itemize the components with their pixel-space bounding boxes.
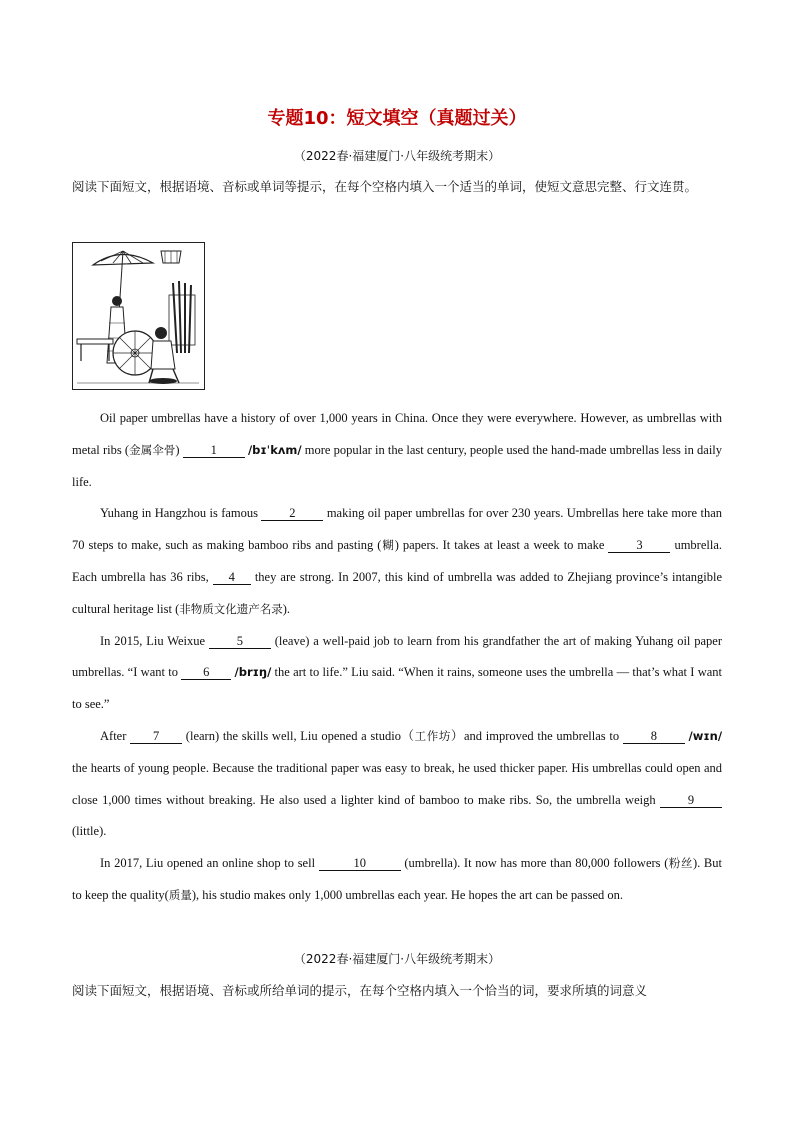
blank-6[interactable]: 6 xyxy=(181,665,231,680)
paragraph-1 xyxy=(72,403,722,498)
text-segment: the art to life.” Liu said. “When it rains, someone uses the umbrella — that’s what I want to see.” xyxy=(72,665,723,712)
text-segment: Yuhang in Hangzhou is famous xyxy=(100,506,262,521)
text-segment: the hearts of young people. Because the traditional paper was easy to break, he used thicker paper. His umbrellas could open and close 1,000 times without breaking. He also used a lighter kind of bamboo to make ribs. So, the umbrella weigh xyxy=(72,760,722,807)
blank-10[interactable]: 10 xyxy=(319,856,401,871)
blank-5[interactable]: 5 xyxy=(209,634,271,649)
text-segment: In 2015, Liu Weixue xyxy=(100,633,209,648)
chinese-gloss: 质量 xyxy=(168,887,192,902)
blank-8[interactable]: 8 xyxy=(623,729,685,744)
blank-4[interactable]: 4 xyxy=(213,570,251,585)
source-note: （2022春·福建厦门·八年级统考期末） xyxy=(293,149,501,163)
page-title: 专题10：短文填空（真题过关） xyxy=(267,108,527,129)
text-segment: ）and improved the umbrellas to xyxy=(450,728,623,743)
text-segment: making oil paper umbrellas for over 230 years. Umbrellas here take more than 70 steps to make, such as making bamboo ribs and pasting ( xyxy=(72,506,722,553)
blank-9[interactable]: 9 xyxy=(660,793,722,808)
text-segment: ). xyxy=(282,601,291,616)
chinese-gloss: 金属伞骨 xyxy=(129,442,176,457)
text-segment: ) xyxy=(175,442,183,457)
chinese-gloss: 工作坊 xyxy=(414,728,451,743)
text-segment: Oil paper umbrellas have a history of over 1,000 years in China. Once they were everywhere. However, as umbrellas with metal ribs ( xyxy=(72,411,722,457)
passage xyxy=(72,403,722,912)
text-segment: In 2017, Liu opened an online shop to sell xyxy=(100,856,319,871)
text-segment: umbrella. Each umbrella has 36 ribs, xyxy=(72,538,723,584)
blank-3[interactable]: 3 xyxy=(608,538,670,553)
chinese-gloss: 糊 xyxy=(381,538,395,553)
umbrella-maker-drawing xyxy=(73,243,203,388)
text-segment: ). But to keep the quality( xyxy=(72,856,722,902)
paragraph-5 xyxy=(72,848,722,912)
text-segment: ) papers. It takes at least a week to make xyxy=(394,538,609,553)
phonetic-hint: /brɪŋ/ xyxy=(234,665,272,680)
umbrella-illustration xyxy=(72,242,205,390)
source-note-2: （2022春·福建厦门·八年级统考期末） xyxy=(293,952,501,966)
paragraph-3 xyxy=(72,626,722,721)
text-segment: ), his studio makes only 1,000 umbrellas each year. He hopes the art can be passed on. xyxy=(191,887,623,902)
text-segment: they are strong. In 2007, this kind of umbrella was added to Zhejiang province’s intangible cultural heritage list ( xyxy=(72,569,723,616)
text-segment: (umbrella). It now has more than 80,000 followers ( xyxy=(400,856,669,871)
text-segment: (leave) a well-paid job to learn from his grandfather the art of making Yuhang oil paper umbrellas. “I want to xyxy=(72,633,722,680)
phonetic-hint: /bɪˈkʌm/ xyxy=(247,442,302,457)
instruction-text: 阅读下面短文，根据语境、音标或单词等提示，在每个空格内填入一个适当的单词，使短文意思完整、行文连贯。 xyxy=(72,179,698,194)
text-segment: (learn) the skills well, Liu opened a studio（ xyxy=(182,728,415,743)
paragraph-4 xyxy=(72,721,722,848)
instruction-text-2: 阅读下面短文，根据语境、音标或所给单词的提示，在每个空格内填入一个恰当的词，要求所填的词意义 xyxy=(72,983,648,998)
blank-2[interactable]: 2 xyxy=(261,506,323,521)
chinese-gloss: 粉丝 xyxy=(668,856,693,871)
paragraph-2 xyxy=(72,498,722,625)
blank-1[interactable]: 1 xyxy=(183,443,245,458)
chinese-gloss: 非物质文化遗产名录 xyxy=(179,601,283,616)
text-segment: (little). xyxy=(72,824,107,839)
blank-7[interactable]: 7 xyxy=(130,729,182,744)
text-segment: more popular in the last century, people used the hand-made umbrellas less in daily life. xyxy=(72,442,723,489)
text-segment: After xyxy=(100,728,131,743)
phonetic-hint: /wɪn/ xyxy=(688,728,723,743)
